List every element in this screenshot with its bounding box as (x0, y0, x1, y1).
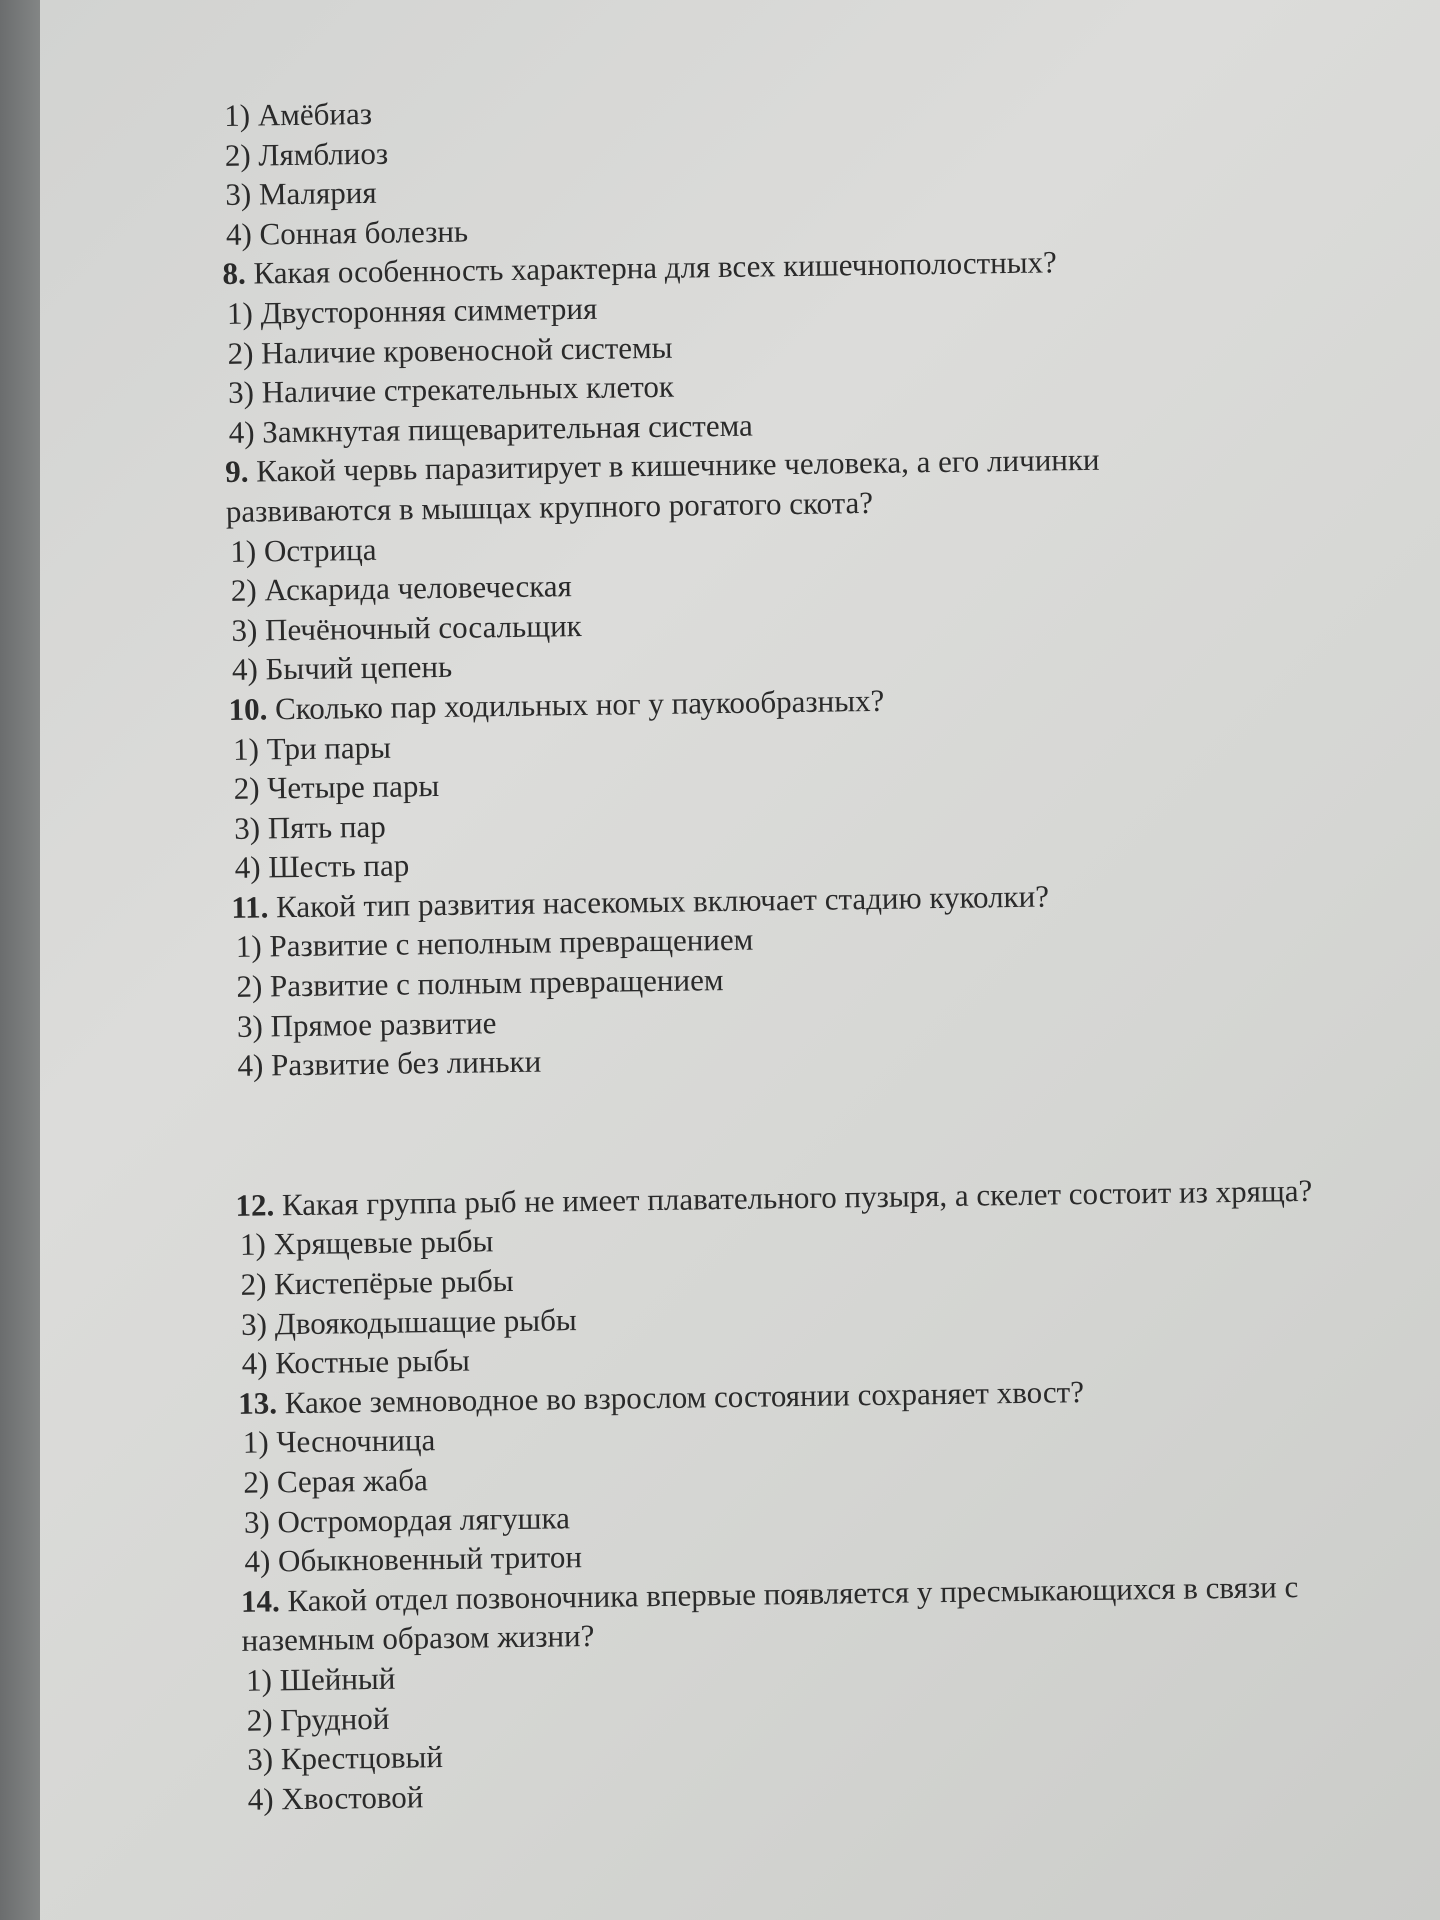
option-item: 3) Пять пар (233, 808, 386, 846)
question-body: Какое земноводное во взрослом состоянии сохраняет хвост? (284, 1373, 1085, 1421)
option-item: 1) Три пары (232, 729, 392, 767)
option-item: 3) Малярия (225, 175, 377, 213)
option-item: 2) Кистепёрые рыбы (240, 1263, 514, 1302)
question-number: 14. (240, 1583, 281, 1619)
option-item: 4) Шесть пар (234, 847, 410, 886)
question-number: 12. (235, 1187, 275, 1223)
option-item: 3) Прямое развитие (236, 1004, 497, 1044)
option-item: 3) Наличие стрекательных клеток (227, 368, 675, 411)
question-10 (228, 673, 1421, 888)
option-item: 3) Печёночный сосальщик (231, 607, 582, 648)
option-item: 1) Хрящевые рыбы (239, 1223, 494, 1263)
question-body: Какой тип развития насекомых включает стадию куколки? (275, 878, 1050, 925)
question-body: Какая особенность характерна для всех кишечнополостных? (253, 244, 1058, 291)
question-number: 8. (222, 256, 246, 292)
question-body: Какая группа рыб не имеет плавательного пузыря, а скелет состоит из хряща? (281, 1172, 1313, 1223)
option-item: 4) Хвостовой (247, 1779, 424, 1817)
option-item: 2) Четыре пары (233, 768, 440, 806)
question-number: 9. (225, 453, 249, 490)
option-item: 4) Сонная болезнь (225, 213, 469, 252)
question-number: 13. (238, 1385, 278, 1421)
option-item: 1) Острица (230, 531, 377, 569)
option-item: 1) Развитие с неполным превращением (235, 922, 754, 965)
option-item: 4) Замкнутая пищеварительная система (228, 407, 753, 450)
question-body: Какой червь паразитирует в кишечнике человека, а его личинки развиваются в мышцах крупного рогатого скота? (225, 442, 1100, 529)
option-item: 1) Чесночница (242, 1422, 436, 1461)
question-number: 10. (228, 691, 268, 727)
question-text (225, 438, 1226, 531)
test-text (220, 79, 1434, 1819)
question-13 (238, 1367, 1431, 1582)
option-item: 4) Развитие без линьки (237, 1043, 542, 1084)
question-14 (241, 1565, 1434, 1819)
option-item: 2) Грудной (246, 1700, 390, 1738)
question-11 (231, 871, 1424, 1086)
option-item: 2) Лямблиоз (224, 135, 389, 173)
option-item: 3) Остромордая лягушка (243, 1499, 571, 1540)
option-item: 3) Крестцовый (246, 1739, 444, 1777)
option-item: 1) Амёбиаз (224, 95, 373, 133)
question-body: Сколько пар ходильных ног у паукообразных? (274, 682, 885, 727)
option-item: 2) Развитие с полным превращением (236, 962, 724, 1004)
continued-options (220, 79, 1412, 254)
option-item: 1) Шейный (245, 1660, 396, 1698)
option-item: 4) Обыкновенный тритон (244, 1539, 583, 1579)
option-item: 4) Костные рыбы (241, 1342, 471, 1382)
question-number: 11. (231, 889, 269, 925)
option-item: 3) Двоякодышащие рыбы (240, 1301, 577, 1342)
option-item: 2) Серая жаба (243, 1462, 428, 1500)
blank-space (234, 1069, 1425, 1186)
option-item: 1) Двусторонняя симметрия (226, 290, 598, 331)
question-body: Какой отдел позвоночника впервые появляется у пресмыкающихся в связи с наземным образом жизни? (241, 1568, 1299, 1659)
option-item: 2) Аскарида человеческая (230, 568, 573, 609)
question-9 (225, 436, 1418, 690)
question-8 (222, 238, 1415, 453)
question-12 (235, 1169, 1428, 1384)
option-item: 4) Бычий цепень (231, 649, 453, 688)
option-item: 2) Наличие кровеносной системы (227, 329, 673, 371)
